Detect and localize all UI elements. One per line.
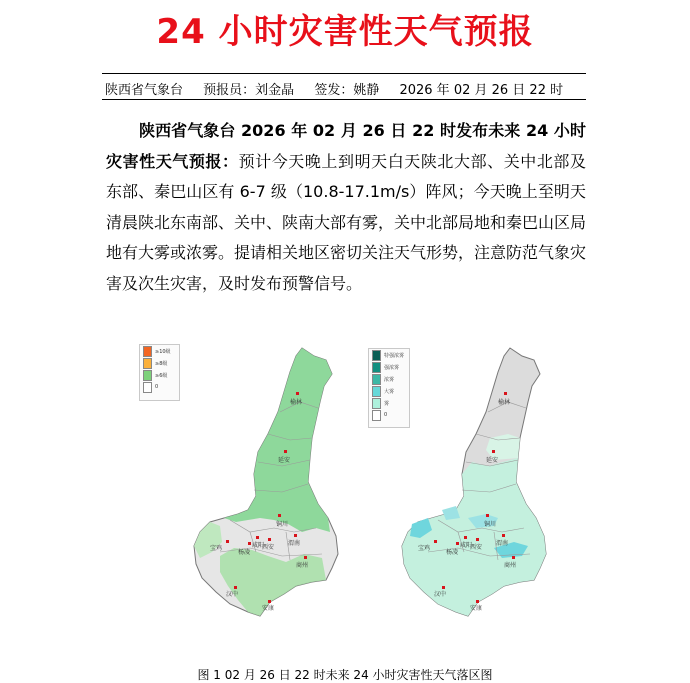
legend-label: ≥6级 bbox=[155, 372, 168, 379]
city-label: 渭南 bbox=[496, 540, 509, 547]
city-label: 西安 bbox=[262, 544, 275, 551]
city-label: 铜川 bbox=[276, 521, 289, 528]
issue-info bbox=[105, 79, 579, 98]
city-label: 宝鸡 bbox=[418, 545, 431, 552]
forecast-text: 预计今天晚上到明天白天陕北大部、关中北部及东部、秦巴山区有 6-7 级（10.8-17.1m/s）阵风；今天晚上至明天清晨陕北东南部、关中、陕南大部有雾，关中北部局地和秦巴山区局地有大雾或浓雾。提请相关地区密切关注天气形势，注意防范气象灾害及次生灾害，及时发布预警信号。 bbox=[106, 151, 587, 293]
legend-entry bbox=[140, 369, 179, 381]
city-label: 延安 bbox=[278, 457, 291, 464]
legend-label: 雾 bbox=[384, 400, 390, 407]
legend-swatch bbox=[372, 350, 381, 361]
legend-swatch bbox=[372, 398, 381, 409]
forecast-lead: 陕西省气象台 2026 年 02 月 26 日 22 时发布未来 24 小时灾害性天气预报： bbox=[106, 121, 586, 171]
city-label: 杨凌 bbox=[238, 549, 251, 556]
city-label: 渭南 bbox=[288, 540, 301, 547]
city-label: 铜川 bbox=[484, 521, 497, 528]
city-label: 汉中 bbox=[226, 591, 239, 598]
legend-swatch bbox=[372, 362, 381, 373]
legend-entry bbox=[140, 357, 179, 369]
legend-swatch bbox=[372, 386, 381, 397]
legend-label: 0 bbox=[384, 412, 388, 418]
legend-label: 特强浓雾 bbox=[384, 352, 405, 359]
legend-swatch bbox=[143, 358, 152, 369]
legend-swatch bbox=[372, 410, 381, 421]
page-title: 24 小时灾害性天气预报 bbox=[156, 12, 534, 52]
city-label: 宝鸡 bbox=[210, 545, 223, 552]
top-divider bbox=[102, 73, 586, 74]
city-label: 安康 bbox=[262, 605, 275, 612]
bottom-divider bbox=[102, 99, 586, 100]
legend-label: ≥8级 bbox=[155, 360, 168, 367]
city-label: 安康 bbox=[470, 605, 483, 612]
city-label: 咸阳 bbox=[460, 542, 473, 549]
city-label: 汉中 bbox=[434, 591, 447, 598]
city-label: 延安 bbox=[486, 457, 499, 464]
legend-swatch bbox=[143, 370, 152, 381]
legend-label: ≥10级 bbox=[155, 348, 171, 355]
gale-area-north bbox=[224, 348, 332, 532]
city-label: 榆林 bbox=[290, 399, 303, 406]
city-label: 杨凌 bbox=[446, 549, 459, 556]
city-label: 咸阳 bbox=[252, 542, 265, 549]
figure-caption: 图 1 02 月 26 日 22 时未来 24 小时灾害性天气落区图 bbox=[197, 668, 493, 682]
gale-legend bbox=[139, 344, 180, 401]
gale-map bbox=[190, 342, 350, 628]
legend-label: 0 bbox=[155, 384, 159, 390]
fog-map bbox=[398, 342, 560, 628]
forecast-body bbox=[106, 116, 586, 299]
issuer-name: 签发：姚静 bbox=[314, 83, 380, 98]
legend-entry bbox=[140, 345, 179, 357]
legend-label: 大雾 bbox=[384, 388, 395, 395]
city-label: 西安 bbox=[470, 544, 483, 551]
forecaster-name: 预报员：刘金晶 bbox=[203, 83, 295, 98]
legend-swatch bbox=[143, 382, 152, 393]
legend-label: 强浓雾 bbox=[384, 364, 400, 371]
city-label: 商州 bbox=[504, 562, 517, 569]
legend-swatch bbox=[372, 374, 381, 385]
legend-entry bbox=[140, 381, 179, 393]
city-label: 榆林 bbox=[498, 399, 511, 406]
issue-date: 2026 年 02 月 26 日 22 时 bbox=[399, 83, 564, 98]
legend-swatch bbox=[143, 346, 152, 357]
legend-label: 浓雾 bbox=[384, 376, 395, 383]
city-label: 商州 bbox=[296, 562, 309, 569]
agency-name: 陕西省气象台 bbox=[105, 83, 184, 98]
